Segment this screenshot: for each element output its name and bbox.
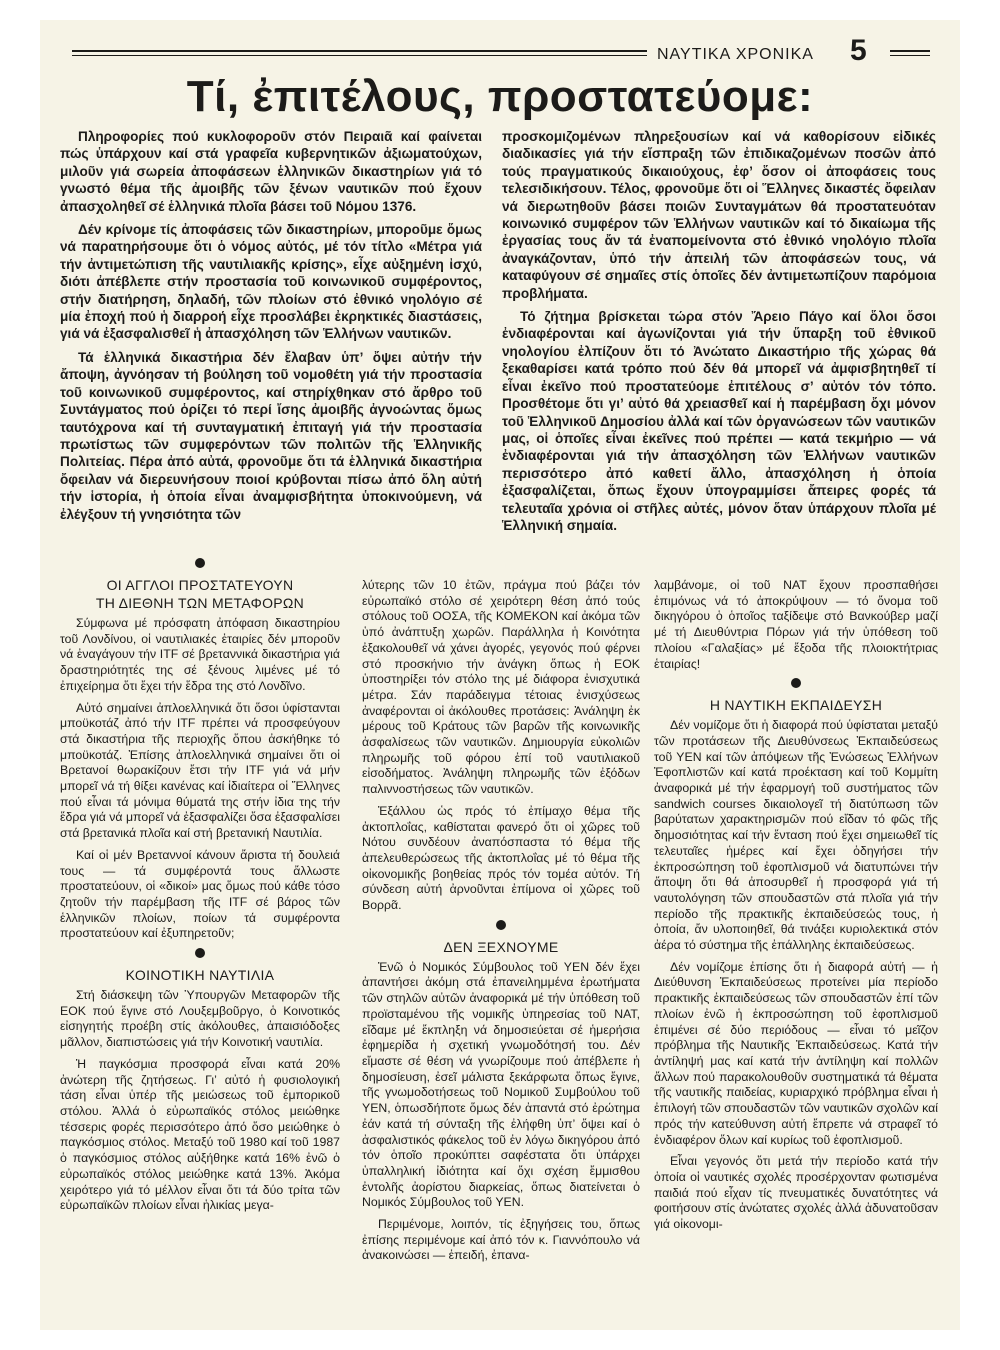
header-rule (72, 50, 647, 52)
section-title: ΔΕΝ ΞΕΧΝΟΥΜΕ (443, 938, 559, 955)
header-rule (890, 55, 930, 56)
lead-paragraph: προσκομιζομένων πληρεξουσίων καί νά καθορίσουν εἰδικές διαδικασίες γιά τήν εἴσπραξη τῶν ἐπιδικαζομένων ποσῶν ἀπό τούς πραγματικούς δικαιούχους, ἐφ’ ὅσον οἱ ἀποφάσεις τους τελεσιδικήσουν. Τέλος, φρονοῦμε ὅτι οἱ Ἕλληνες δικαστές ὄφειλαν νά διερωτηθοῦν βάσει ποιῶν Συνταγμάτων θά προστατευόταν κοινωνικό συμφέρον τῶν Ἑλλήνων ναυτικῶν καί τό δικαίωμα τῆς ἐργασίας τους ἄν τά ἐναπομείνοντα στό ἐθνικό νηολόγιο πλοῖα ἀναγκάζονταν, ὑπό τήν ἀπειλή τῶν ἀποφάσεών τους, νά καταφύγουν σέ σημαῖες στίς ὁποῖες δέν ἀντιμετωπίζουν παρόμοια προβλήματα. (502, 129, 936, 301)
article-paragraph: Ἐξάλλου ὡς πρός τό ἐπίμαχο θέμα τῆς ἀκτοπλοΐας, καθίσταται φανερό ὅτι οἱ χῶρες τοῦ Νότου συνδέουν ἀναπόσπαστα τό θέμα τῆς ἀπελευθερώσεως τῆς ἀκτοπλοΐας μέ τό θέμα τῆς οἰκονομικῆς βοηθείας πρός τόν τομέα αὐτόν. Τή σύνδεση αὐτή ἀρνοῦνται ἐπίμονα οἱ χῶρες τοῦ Βορρᾶ. (362, 803, 640, 913)
masthead: ΝΑΥΤΙΚΑ ΧΡΟΝΙΚΑ (657, 46, 814, 63)
lead-column-left (60, 128, 482, 523)
article-paragraph: Δέν νομίζομε ὅτι ἡ διαφορά πού ὑφίσταται μεταξύ τῶν προτάσεων τῆς Διευθύνσεως Ἐκπαιδεύσεως τοῦ ΥΕΝ καί τῶν ἀπόψεων τῆς Ἐνώσεως Ἑλλήνων Ἐφοπλιστῶν καί κατά προέκταση καί τοῦ Κομμίτη ἀναφορικά μέ τήν ἐφαρμογή τοῦ συστήματος τῶν sandwich courses δικαιολογεῖ τή διατύπωση τῶν βαρύτατων χαρακτηρισμῶν πού εἴδαν τό φῶς τῆς δημοσιότητας καί τήν ἔνταση πού ἔχει σημειωθεῖ τίς τελευταῖες ἡμέρες καί ἔχει ὁδηγήσει τήν ἐκπροσώπηση τοῦ ἐφοπλισμοῦ νά διατυπώνει τήν ἄποψη ὅτι θά ἀποσυρθεῖ ἡ προσφορά γιά τή ναυτολόγηση τῶν σπουδαστῶν στά πλοῖα γιά τήν περίοδο τῆς πρακτικῆς ἐκπαιδεύσεώς τους, ἡ ὁποία, ἄν υλοποιηθεῖ, θά τινάξει κυριολεκτικά στόν ἀέρα τό σύστημα τῆς ἐπάλληλης ἐκπαιδεύσεως. (654, 718, 938, 953)
lead-paragraph: Δέν κρίνομε τίς ἀποφάσεις τῶν δικαστηρίων, μποροῦμε ὅμως νά παρατηρήσουμε ὅτι ὁ νόμος αὐτός, μέ τόν τίτλο «Μέτρα γιά τήν ἀντιμετώπιση τῆς ναυτιλιακῆς κρίσης», εἶχε αὐξημένη ἰσχύ, διότι ἀπέβλεπε στήν προστασία τοῦ κοινωνικοῦ συμφέροντος, στήν διατήρηση, δηλαδή, τῶν πλοίων στό ἐθνικό νηολόγιο σέ μία ἐποχή πού ἡ διαρροή εἶχε προσλάβει ἐκρηκτικές διαστάσεις, γιά νά ἐξασφαλισθεῖ ἡ ἀπασχόληση τῶν Ἑλλήνων ναυτικῶν. (60, 222, 482, 342)
bullet-dot (791, 678, 801, 688)
bullet-dot (195, 948, 205, 958)
page-number: 5 (850, 34, 867, 67)
article-paragraph: Ἡ παγκόσμια προσφορά εἶναι κατά 20% ἀνώτερη τῆς ζητήσεως. Γι’ αὐτό ἡ φυσιολογική τάση εἶναι ὑπέρ τῆς μειώσεως τοῦ ἐμπορικοῦ στόλου. Ἀλλά ὁ εὐρωπαϊκός στόλος μειώθηκε τέσσερις φορές περισσότερο ἀπό ὅσο μειώθηκε ὁ παγκόσμιος στόλος. Μεταξύ τοῦ 1980 καί τοῦ 1987 ὁ παγκόσμιος στόλος αὐξήθηκε κατά 16% ἐνῶ ὁ εὐρωπαϊκός στόλος μειώθηκε κατά 13%. Ἀκόμα χειρότερο γιά τό μέλλον εἶναι ὅτι τά δύο τρίτα τῶν εὐρωπαϊκῶν πλοίων εἶναι ἡλικίας μεγα- (60, 1056, 340, 1213)
page-header (72, 32, 930, 72)
article-paragraph: Εἶναι γεγονός ὅτι μετά τήν περίοδο κατά τήν ὁποία οἱ ναυτικές σχολές προσέρχονταν φωτισμένα παιδιά πού εἶχαν τίς πνευματικές δυνατότητες νά φοιτήσουν στίς ἀνώτατες σχολές ἀλλά ἀδυνατοῦσαν γιά οἰκονομι- (654, 1154, 938, 1232)
newspaper-page (40, 20, 960, 1330)
article-paragraph: Καί οἱ μέν Βρεταννοί κάνουν ἄριστα τή δουλειά τους — τά συμφέροντά τους ἄλλωστε προστατεύουν, οἱ «δικοί» μας ὅμως πού κάθε τόσο ζητοῦν τήν παρέμβαση τῆς ITF σέ βάρος τῶν ἑλληνικῶν πλοίων, ποίων τά συμφέροντα προστατεύουν καί ἐξυπηρετοῦν; (60, 847, 340, 941)
lead-paragraph: Τά ἑλληνικά δικαστήρια δέν ἔλαβαν ὑπ’ ὄψει αὐτήν τήν ἄποψη, ἀγνόησαν τή βούληση τοῦ νομοθέτη γιά τήν προστασία τοῦ κοινωνικοῦ συμφέροντος, καί στηρίχθηκαν στό ἄρθρο τοῦ Συντάγματος πού ὁρίζει τό περί ἴσης ἀμοιβῆς ἀγνοώντας ὅμως ταυτόχρονα καί τή συνταγματική ἐπιταγή γιά τήν προστασία πρωτίστως τῶν συμφερόντων τῶν πολιτῶν τῆς Ἑλληνικῆς Πολιτείας. Πέρα ἀπό αὐτά, φρονοῦμε ὅτι τά ἑλληνικά δικαστήρια ὄφειλαν νά διερευνήσουν ποιοί κρύβονται πίσω ἀπό ὅλη αὐτή τήν ἱστορία, ἡ ὁποία εἶναι ἀναμφισβήτητα ὑποκινούμενη, νά ἐλέγξουν τή γνησιότητα τῶν (60, 349, 482, 522)
section-title: ΤΗ ΔΙΕΘΝΗ ΤΩΝ ΜΕΤΑΦΟΡΩΝ (95, 595, 305, 611)
lead-paragraph: Πληροφορίες πού κυκλοφοροῦν στόν Πειραιᾶ καί φαίνεται πώς ὑπάρχουν καί στά γραφεῖα κυβερνητικῶν ἀξιωματούχων, μιλοῦν γιά σωρεία ἀποφάσεων ἑλληνικῶν δικαστηρίων γιά τό γνωστό θέμα τῆς ἀμοιβῆς τῶν ξένων ναυτικῶν πού ἔχουν ἀπασχοληθεῖ σέ ἑλληνικά πλοῖα βάσει τοῦ Νόμου 1376. (60, 129, 482, 214)
headline: Τί, ἐπιτέλους, προστατεύομε: (186, 72, 814, 121)
article-paragraph: Ἐνῶ ὁ Νομικός Σύμβουλος τοῦ ΥΕΝ δέν ἔχει ἀπαντήσει ἀκόμη στά ἐπανειλημμένα ἐρωτήματα τῶν στηλῶν αὐτῶν ἀναφορικά μέ τήν ὑπόθεση τοῦ προϊσταμένου τῆς νομικῆς ὑπηρεσίας τοῦ ΝΑΤ, εἴδαμε μέ ἔκπληξη νά δημοσιεύεται σέ ἡμερήσια ἐφημερίδα ἡ σχετική γνωμοδότησή του. Δέν εἴμαστε σέ θέση νά γνωρίζουμε πού ἀπέβλεπε ἡ δημοσίευση, ἐσεῖ μάλιστα ξεκάρφωτα ὅπως ἔγινε, τῆς γνωμοδοτήσεως τοῦ Νομικοῦ Συμβούλου τοῦ ΥΕΝ, ὁπωσδήποτε ὅμως δέν ἀπαντά στό ἐρώτημα ἐάν κατά τή σύνταξη τῆς ἐλήφθη ὑπ’ ὄψει καί ὁ ἀσφαλιστικός φάκελος τοῦ ἐν λόγω δικηγόρου ἀπό τόν ὁποῖο προκύπτει σαφέστατα ὅτι ὑπάρχει ὑπαλληλική ἰδιότητα καί ὄχι σχέση ἔμμισθου ἐντολῆς ἀορίστου διαρκείας, ὅπως διατείνεται ὁ Νομικός Σύμβουλος τοῦ ΥΕΝ. (362, 959, 640, 1210)
lead-column-right (502, 128, 936, 534)
article-paragraph: Περιμένομε, λοιπόν, τίς ἐξηγήσεις του, ὅπως ἐπίσης περιμένομε καί ἀπό τόν κ. Γιαννόπουλο νά ἀνακοινώσει — ἐπειδή, ἐπανα- (362, 1217, 640, 1263)
column-1 (60, 552, 340, 1214)
bullet-dot (496, 920, 506, 930)
column-2 (362, 578, 640, 1264)
article-paragraph: Στή διάσκεψη τῶν Ὑπουργῶν Μεταφορῶν τῆς ΕΟΚ πού ἔγινε στό Λουξεμβοῦργο, ὁ Κοινοτικός εἰσηγητής προέβη στίς ἀκόλουθες, ἀπαισιόδοξες μᾶλλον, διαπιστώσεις γιά τήν Κοινοτική ναυτιλία. (60, 988, 340, 1050)
article-paragraph: Σύμφωνα μέ πρόσφατη ἀπόφαση δικαστηρίου τοῦ Λονδίνου, οἱ ναυτιλιακές ἑταιρίες δέν μποροῦν νά ἐναγάγουν τήν ITF σέ βρεταννικά δικαστήρια γιά δραστηριότητές της σέ ξένους λιμένες μέ τό ἐπιχείρημα ὅτι ἔχει τήν ἕδρα της στό Λονδῖνο. (60, 616, 340, 693)
section-title: ΟΙ ΑΓΓΛΟΙ ΠΡΟΣΤΑΤΕΥΟΥΝ (106, 577, 294, 593)
article-paragraph: Αὐτό σημαίνει ἀπλοελληνικά ὅτι ὅσοι ὑφίστανται μποϋκοτάζ ἀπό τήν ITF πρέπει νά προσφεύγουν στά δικαστήρια τῆς περιοχῆς ὅπου ἀσκήθηκε τό μποϋκοτάζ. Ἐπίσης ἀπλοελληνικά σημαίνει ὅτι οἱ Βρετανοί θωρακίζουν ἔτσι τήν ITF γιά νά μήν μπορεῖ νά τή θίξει κανένας καί ἰδιαίτερα οἱ Ἕλληνες πού εἶναι τά μόνιμα θύματά της στήν ἰδια της τήν ἕδρα γιά νά μπορεῖ νά ἐξασφαλίζει ὅσα ἐξασφαλίσει στά βρετανικά πλοῖα καί στή βρετανική Ναυτιλία. (60, 700, 340, 841)
article-paragraph: λαμβάνομε, οἱ τοῦ ΝΑΤ ἔχουν προσπαθήσει ἐπιμόνως νά τό ἀποκρύψουν — τό ὄνομα τοῦ δικηγόρου ὁ ὁποῖος ταξίδεψε στό Βανκούβερ μαζί μέ τή Διευθύντρια Πόρων γιά τήν ὑπόθεση τοῦ πλοίου «Γαλαξίας» μέ ἔξοδα τῆς πλοιοκτήτριας ἑταιρίας! (654, 578, 938, 671)
bullet-dot (195, 558, 205, 568)
section-title: Η ΝΑΥΤΙΚΗ ΕΚΠΑΙΔΕΥΣΗ (709, 697, 883, 714)
header-rule (890, 50, 930, 52)
lead-paragraph: Τό ζήτημα βρίσκεται τώρα στόν Ἄρειο Πάγο καί ὅλοι ὅσοι ἐνδιαφέρονται καί ἀγωνίζονται γιά τήν ὕπαρξη τοῦ ἐθνικοῦ νηολογίου ἐλπίζουν ὅτι τό Ἀνώτατο Δικαστήριο τῆς χώρας θά ξεκαθαρίσει κατά τρόπο πού δέν θά μπορεῖ νά ἀμφισβητηθεῖ τί εἶναι ἐκεῖνο πού προστατεύομε ἐπιτέλους σ’ αὐτόν τόν τόπο. Προσθέτομε ὅτι γι’ αὐτό θά χρειασθεῖ καί ἡ παρέμβαση ὄχι μόνον τοῦ Ἑλληνικοῦ Δημοσίου ἀλλά καί τῶν ὀργανώσεων τῶν ναυτικῶν μας, οἱ ὁποῖες εἶναι ἐκεῖνες πού πρέπει — κατά τεκμήριο — νά ἐνδιαφέρονται γιά τήν ἀπασχόληση τῶν Ἑλλήνων ναυτικῶν περισσότερο ἀπό καθετί ἄλλο, ἀπασχόληση ἡ ὁποία ἐξασφαλίζεται, ὅπως ἔχουν ὑπογραμμίσει ἄπειρες φορές τά τελευταῖα χρόνια οἱ στῆλες αὐτές, μόνον ὅταν ὑπάρχουν πλοῖα μέ Ἑλληνική σημαία. (502, 309, 936, 533)
header-rule (72, 55, 647, 56)
column-3 (654, 578, 938, 1233)
article-paragraph: λύτερης τῶν 10 ἐτῶν, πράγμα πού βάζει τόν εὐρωπαϊκό στόλο σέ χειρότερη θέση ἀπό τούς στόλους τοῦ ΟΟΣΑ, τῆς ΚΟΜΕΚΟΝ καί ἀκόμα τῶν ὑπό ἀνάπτυξη χωρῶν. Παράλληλα ἡ Κοινότητα ἐξακολουθεῖ νά χάνει ἀγορές, γεγονός πού φέρνει στό προσκήνιο τήν ἀνάγκη ὅπως ἡ ΕΟΚ ὑποστηρίξει τόν στόλο της μέ διάφορα ἐνισχυτικά μέτρα. Σάν παράδειγμα τέτοιας ἐνισχύσεως ἀναφέρονται οἱ ἀκόλουθες προτάσεις: Ἀνάληψη ἐκ μέρους τοῦ Κράτους τῶν βαρῶν τῆς κοινωνικῆς ἀσφαλίσεως τῶν ναυτικῶν. Δημιουργία εὐκολιῶν πληρωμῆς τοῦ φόρου ἐπί τοῦ ναυτιλιακοῦ εἰσοδήματος. Ἀνάληψη πληρωμῆς τῶν ἐξόδων παλιννοστήσεως τῶν ναυτικῶν. (362, 578, 640, 797)
section-title: ΚΟΙΝΟΤΙΚΗ ΝΑΥΤΙΛΙΑ (125, 967, 275, 984)
article-paragraph: Δέν νομίζομε ἐπίσης ὅτι ἡ διαφορά αὐτή — ἡ Διεύθυνση Ἐκπαιδεύσεως προτείνει μία περίοδο πρακτικῆς ἐκπαιδεύσεως τῶν σπουδαστῶν ἐπί τῶν πλοίων ἐνῶ ἡ ἐκπροσώπηση τοῦ ἐφοπλισμοῦ ἐπιμένει σέ δύο περιόδους — εἶναι τό μεῖζον πρόβλημα τῆς Ναυτικῆς Ἐκπαιδεύσεως. Κατά τήν ἀντίληψή μας καί κατά τήν ἀντίληψη καί πολλῶν ἄλλων πού παρακολουθοῦν συστηματικά τά θέματα τῆς ναυτικῆς παιδείας, κυριαρχικό πρόβλημα εἶναι ἡ ἐπιλογή τῶν σπουδαστῶν τῶν ναυτικῶν σχολῶν καί πρός τήν κατεύθυνση αὐτή ἔπρεπε νά στραφεῖ τό ἐνδιαφέρον ὅλων καί κυρίως τοῦ ἐφοπλισμοῦ. (654, 959, 938, 1147)
